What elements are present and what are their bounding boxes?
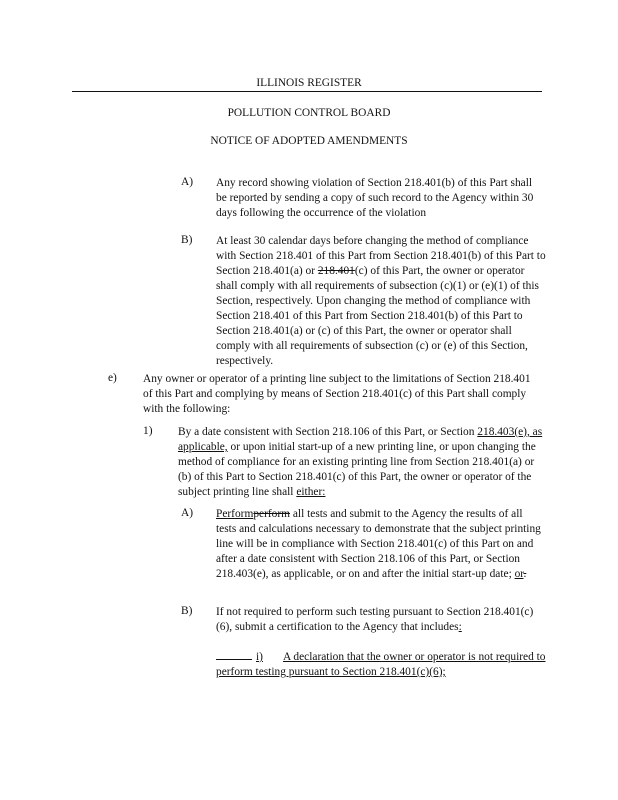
item-1-underlined-1: 218.403(e), as applicable, <box>178 426 543 453</box>
item-1-text <box>178 425 543 500</box>
item-A2-text <box>216 507 543 582</box>
notice-title: NOTICE OF ADOPTED AMENDMENTS <box>210 135 408 147</box>
board-title: POLLUTION CONTROL BOARD <box>227 107 391 119</box>
item-1-label: 1) <box>143 425 153 437</box>
item-i <box>216 649 546 680</box>
item-B2-underlined: : <box>458 621 462 633</box>
item-B2-text <box>216 605 536 635</box>
item-e-text: Any owner or operator of a printing line subject to the limitations of Section 218.401 of this Part and complying by means of Section 218.401(c) of this Part shall comply with the following: <box>143 373 531 415</box>
item-B2-text-1: If not required to perform such testing pursuant to Section 218.401(c)(6), submit a certification to the Agency that includes <box>216 606 534 633</box>
item-A2-struck-1: perform <box>253 508 291 520</box>
item-i-text: A declaration that the owner or operator is not required to perform testing pursuant to Section 218.401(c)(6); <box>216 651 546 678</box>
item-A2-underlined-2: or <box>514 568 524 580</box>
item-A2-struck-2: . <box>523 568 527 580</box>
item-A-label: A) <box>181 176 194 188</box>
item-A2-text-1: all tests and submit to the Agency the results of all tests and calculations necessary to demonstrate that the subject printing line will be in compliance with Section 218.401(c) of this Part on and after a date consistent with Section 218.106 of this Part, or Section 218.403(e), as applicable, or on and after the initial start-up date; <box>216 508 541 580</box>
register-title: ILLINOIS REGISTER <box>256 77 362 89</box>
item-1-underlined-2: either: <box>296 486 326 498</box>
item-B-text-1: At least 30 calendar days before changing the method of compliance with Section 218.401 of this Part from Section 218.401(b) of this Part to Section 218.401(a) or <box>216 235 546 277</box>
item-B-text-2: (c) of this Part, the owner or operator shall comply with all requirements of subsection (c)(1) or (e)(1) of this Section, respectively. Upon changing the method of compliance with Section 218.401 of this Part from Section 218.401(b) of this Part to Section 218.401(a) or (c) of this Part, the owner or operator shall comply with all requirements of subsection (c) or (e) of this Section, respectively. <box>216 265 539 367</box>
item-1-text-2: or upon initial start-up of a new printing line, or upon changing the method of compliance for an existing printing line from Section 218.401(a) or (b) of this Part to Section 218.401(c) of this Part, the owner or operator of the subject printing line shall <box>178 441 536 498</box>
item-i-label: i) <box>256 651 263 663</box>
item-A2-underlined-1: Perform <box>216 508 254 520</box>
item-A2-label: A) <box>181 507 194 519</box>
tab-leader-line <box>216 649 252 660</box>
item-B-text <box>216 234 546 369</box>
item-B-struck: 218.401 <box>317 265 355 277</box>
item-B2-label: B) <box>181 605 193 617</box>
item-1-text-1: By a date consistent with Section 218.106 of this Part, or Section <box>178 426 478 438</box>
item-A-text: Any record showing violation of Section 218.401(b) of this Part shall be reported by sending a copy of such record to the Agency within 30 days following the occurrence of the violation <box>216 177 534 219</box>
item-e-label: e) <box>108 372 117 384</box>
item-B-label: B) <box>181 234 193 246</box>
header-rule <box>72 91 542 92</box>
